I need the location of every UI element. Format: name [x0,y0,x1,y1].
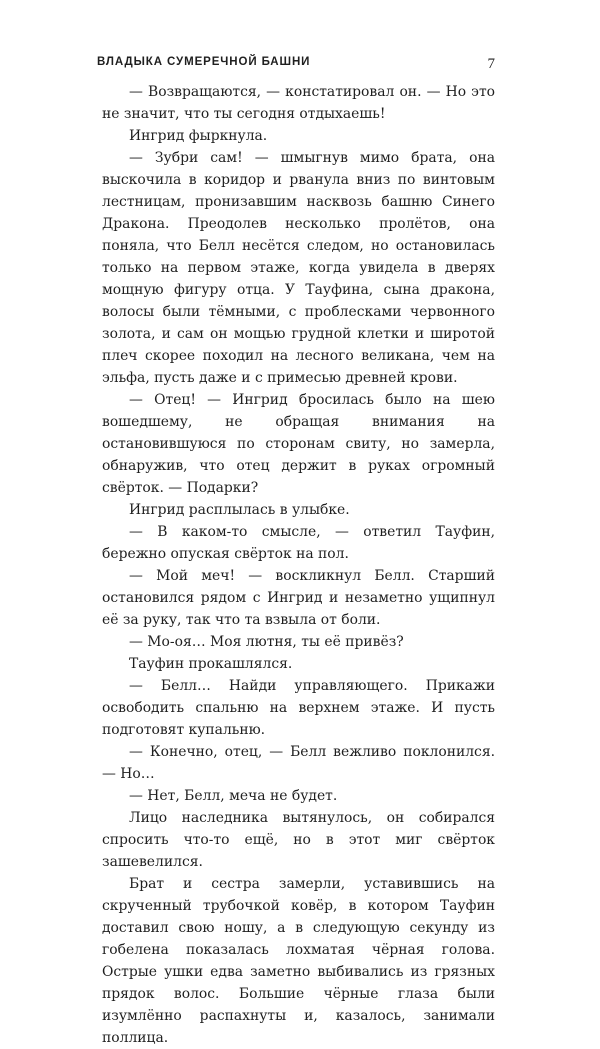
paragraph: — Белл… Найди управляющего. Прикажи освободить спальню на верхнем этаже. И пусть подготовят купальню. [102,678,495,738]
paragraph: Тауфин прокашлялся. [129,656,293,672]
page-number: 7 [487,56,495,72]
paragraph: Брат и сестра замерли, уставившись на скрученный трубочкой ковёр, в котором Тауфин доставил свою ношу, а в следующую секунду из гобелена показалась лохматая чёрная голова. Острые ушки едва заметно выбивались из грязных прядок волос. Большие чёрные глаза были изумлённо распахнуты и, казалось, занимали поллица. [102,876,495,1046]
paragraph: — Зубри сам! — шмыгнув мимо брата, она выскочила в коридор и рванула вниз по винтовым лестницам, пронизавшим насквозь башню Синего Дракона. Преодолев несколько пролётов, она поняла, что Белл несётся следом, но остановилась только на первом этаже, когда увидела в дверях мощную фигуру отца. У Тауфина, сына дракона, волосы были тёмными, с проблесками червонного золота, и сам он мощью грудной клетки и широтой плеч скорее походил на лесного великана, чем на эльфа, пусть даже и с примесью древней крови. [102,150,495,386]
paragraph: — Конечно, отец, — Белл вежливо поклонился. — Но… [102,744,495,782]
paragraph: — Отец! — Ингрид бросилась было на шею вошедшему, не обращая внимания на остановившуюся по сторонам свиту, но замерла, обнаружив, что отец держит в руках огромный свёрток. — Подарки? [102,392,495,496]
paragraph: Лицо наследника вытянулось, он собирался спросить что-то ещё, но в этот миг свёрток зашевелился. [102,810,495,870]
body-text [102,81,495,1049]
running-header [97,56,497,76]
paragraph: — Мо-оя… Моя лютня, ты её привёз? [129,634,404,650]
paragraph: Ингрид фыркнула. [129,128,268,144]
paragraph: Ингрид расплылась в улыбке. [129,502,350,518]
paragraph: — В каком-то смысле, — ответил Тауфин, бережно опуская свёрток на пол. [102,524,495,562]
book-title: ВЛАДЫКА СУМЕРЕЧНОЙ БАШНИ [97,56,311,68]
paragraph: — Нет, Белл, меча не будет. [129,788,338,804]
paragraph: — Мой меч! — воскликнул Белл. Старший остановился рядом с Ингрид и незаметно ущипнул её за руку, так что та взвыла от боли. [102,568,495,628]
paragraph: — Возвращаются, — констатировал он. — Но это не значит, что ты сегодня отдыхаешь! [102,84,495,122]
